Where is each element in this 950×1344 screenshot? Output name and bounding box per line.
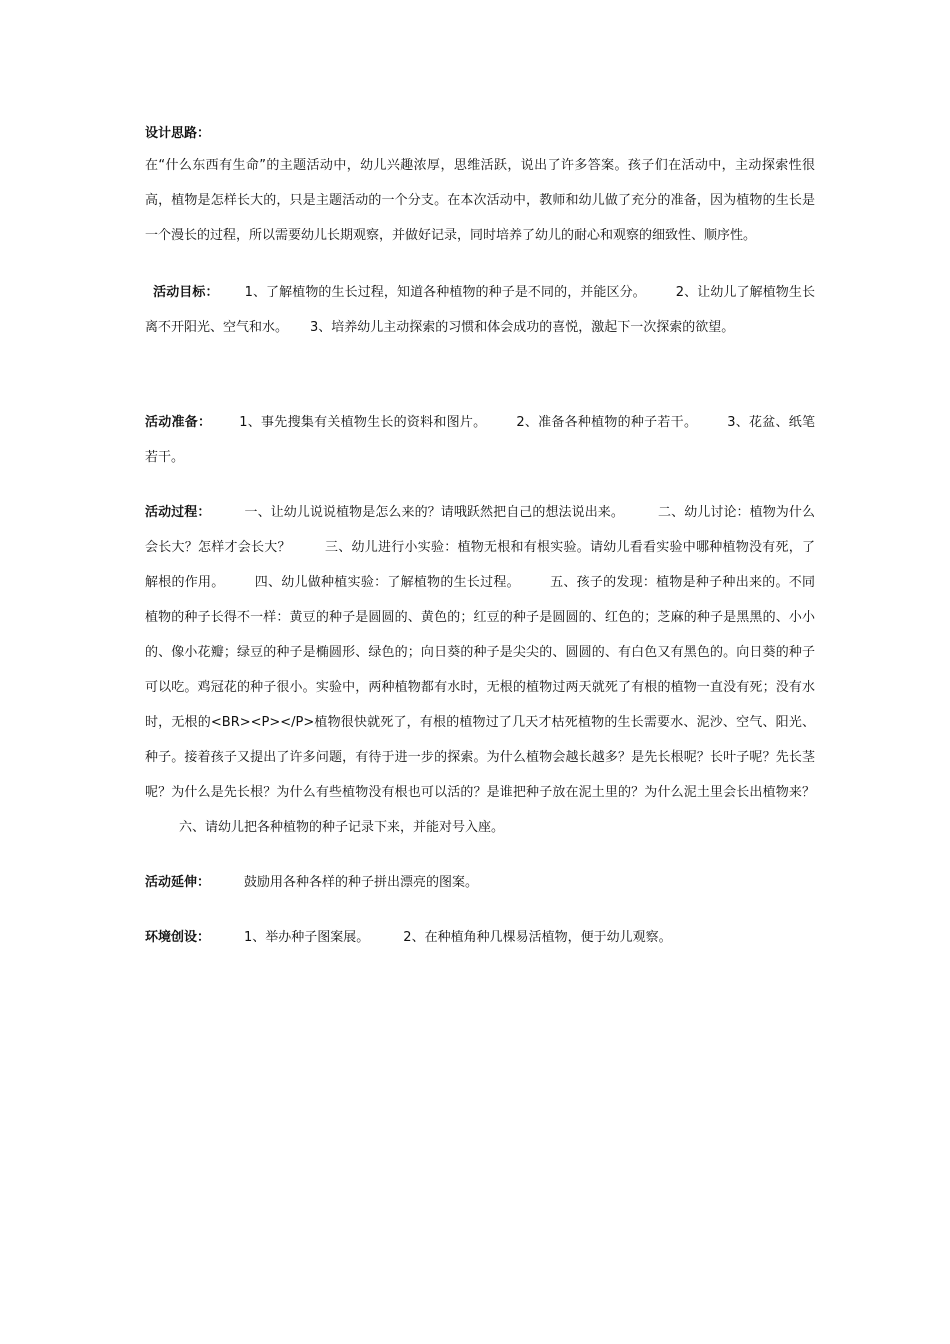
extension-section [145,865,815,900]
design-section [145,124,815,253]
design-paragraph: 在“什么东西有生命”的主题活动中，幼儿兴趣浓厚，思维活跃，说出了许多答案。孩子们在活动中，主动探索性很高，植物是怎样长大的，只是主题活动的一个分支。在本次活动中，教师和幼儿做了充分的准备，因为植物的生长是一个漫长的过程，所以需要幼儿长期观察，并做好记录，同时培养了幼儿的耐心和观察的细致性、顺序性。 [145,158,815,243]
process-step-6: 六、请幼儿把各种植物的种子记录下来，并能对号入座。 [179,820,505,835]
extension-paragraph [145,865,815,900]
process-section [145,495,815,845]
process-step-3: 三、幼儿进行小实验：植物无根和有根实验。请幼儿看看实验中哪种植物没有死，了解根的作用。 [145,540,815,590]
goal-item-1: 1、了解植物的生长过程，知道各种植物的种子是不同的，并能区分。 [244,285,646,300]
environment-paragraph [145,920,815,955]
process-step-1: 一、让幼儿说说植物是怎么来的？请哦跃然把自己的想法说出来。 [244,505,624,520]
preparation-section [145,405,815,475]
goals-section [145,275,815,345]
preparation-label: 活动准备： [145,415,212,430]
goal-item-2: 2、让幼儿了解植物生长离不开阳光、空气和水。 [145,285,815,335]
environment-label: 环境创设： [145,930,211,945]
process-step-5: 五、孩子的发现：植物是种子种出来的。不同植物的种子长得不一样：黄豆的种子是圆圆的、黄色的；红豆的种子是圆圆的、红色的；芝麻的种子是黑黑的、小小的、像小花瓣；绿豆的种子是椭圆形、绿色的；向日葵的种子是尖尖的、圆圆的、有白色又有黑色的。向日葵的种子可以吃。鸡冠花的种子很小。实验中，两种植物都有水时，无根的植物过两天就死了有根的植物一直没有死；没有水时，无根的<BR><P></P>植物很快就死了，有根的植物过了几天才枯死植物的生长需要水、泥沙、空气、阳光、种子。接着孩子又提出了许多问题，有待于进一步的探索。为什么植物会越长越多？是先长根呢？长叶子呢？先长茎呢？为什么是先长根？为什么有些植物没有根也可以活的？是谁把种子放在泥土里的？为什么泥土里会长出植物来？ [145,575,815,800]
document-page [145,124,815,955]
environment-item-1: 1、举办种子图案展。 [244,930,370,945]
process-paragraph [145,495,815,845]
process-label: 活动过程： [145,505,211,520]
preparation-paragraph [145,405,815,475]
goal-item-3: 3、培养幼儿主动探索的习惯和体会成功的喜悦，激起下一次探索的欲望。 [310,320,735,335]
preparation-item-1: 1、事先搜集有关植物生长的资料和图片。 [239,415,487,430]
environment-item-2: 2、在种植角种几棵易活植物，便于幼儿观察。 [403,930,672,945]
environment-section [145,920,815,955]
extension-label: 活动延伸： [145,875,211,890]
preparation-item-3: 3、花盆、纸笔若干。 [145,415,815,465]
design-heading: 设计思路： [145,126,211,141]
goals-label: 活动目标： [153,285,219,300]
preparation-item-2: 2、准备各种植物的种子若干。 [516,415,698,430]
process-step-2: 二、幼儿讨论：植物为什么会长大？怎样才会长大？ [145,505,815,555]
extension-text: 鼓励用各种各样的种子拼出漂亮的图案。 [244,875,479,890]
process-step-4: 四、幼儿做种植实验：了解植物的生长过程。 [254,575,520,590]
goals-paragraph [145,275,815,345]
